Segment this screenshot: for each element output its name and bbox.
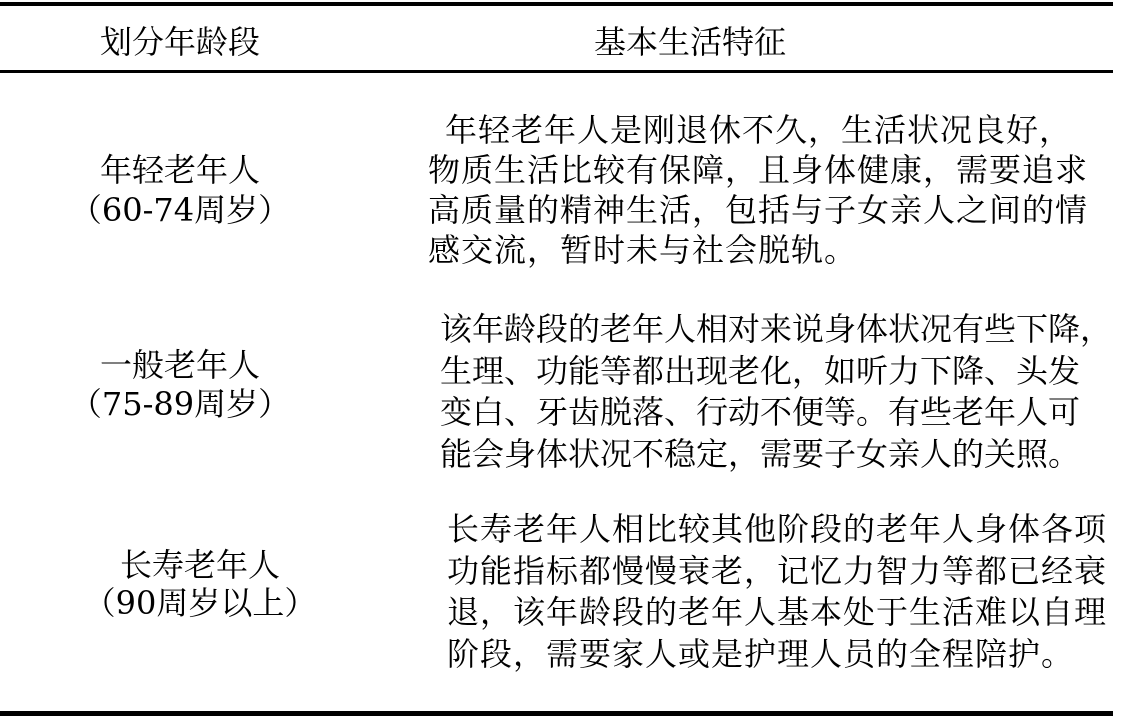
features-line: 高质量的精神生活，包括与子女亲人之间的情 — [428, 191, 1089, 229]
features-line: 长寿老年人相比较其他阶段的老年人身体各项 — [447, 510, 1108, 548]
features-cell — [428, 110, 1088, 270]
features-cell — [447, 509, 1107, 676]
age-range: （60-74周岁） — [69, 191, 291, 229]
features-line: 变白、牙齿脱落、行动不便等。有些老年人可 — [440, 393, 1081, 432]
features-line: 物质生活比较有保障，且身体健康，需要追求 — [428, 151, 1089, 189]
age-group-name: 长寿老年人 — [119, 546, 280, 584]
age-group-name: 一般老年人 — [99, 346, 260, 384]
table-header-rule — [0, 70, 1113, 73]
features-line: 感交流，暂时未与社会脱轨。 — [428, 231, 858, 269]
features-line: 生理、功能等都出现老化，如听力下降、头发 — [440, 351, 1081, 390]
features-line: 功能指标都慢慢衰老，记忆力智力等都已经衰 — [447, 551, 1108, 590]
age-group-cell — [20, 546, 380, 622]
header-basic-features: 基本生活特征 — [593, 23, 786, 61]
features-line: 能会身体状况不稳定，需要子女亲人的关照。 — [440, 435, 1081, 474]
features-line: 该年龄段的老年人相对来说身体状况有些下降， — [440, 310, 1113, 348]
table-top-rule — [0, 2, 1113, 6]
table-bottom-rule — [0, 711, 1113, 716]
features-cell — [440, 309, 1112, 476]
age-group-cell — [0, 346, 360, 424]
header-age-group: 划分年龄段 — [99, 23, 260, 61]
features-line: 阶段，需要家人或是护理人员的全程陪护。 — [447, 635, 1075, 674]
age-range: （75-89周岁） — [69, 385, 291, 423]
features-line: 年轻老年人是刚退休不久，生活状况良好， — [445, 111, 1073, 149]
age-group-name: 年轻老年人 — [99, 151, 260, 189]
age-range: （90周岁以上） — [83, 584, 317, 622]
features-line: 退，该年龄段的老年人基本处于生活难以自理 — [447, 593, 1108, 632]
age-group-cell — [0, 150, 360, 230]
